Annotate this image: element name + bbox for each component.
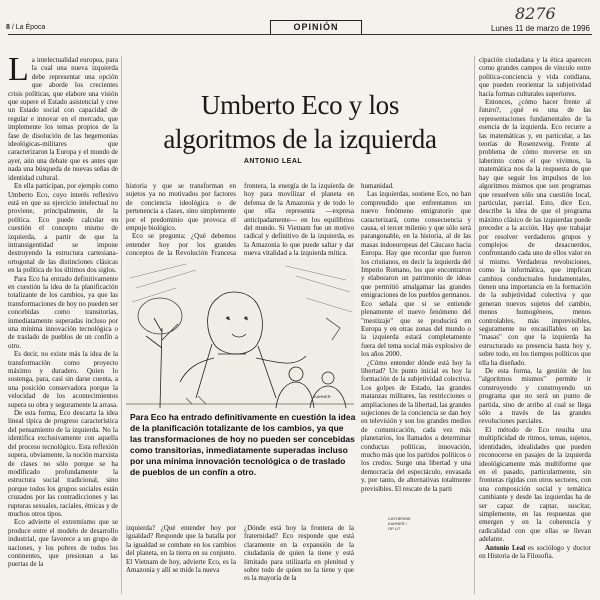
illustration-credit: CATHERINE KAHNER / OP-UT xyxy=(388,516,411,531)
page-number-value: 8 xyxy=(6,24,10,31)
paragraph: Para Eco ha entrado definitivamente en cuestión la idea de la planificación totalizante de los cambios, ya que las transformaciones de hoy no pueden ser concebidas como transitorias, inmediatamente superadas incluso por una mínima innovación tecnológica o de traslado de pueblos de un confín a otro. xyxy=(8,274,118,350)
article-column-1 xyxy=(8,51,119,594)
paragraph: En ella participan, por ejemplo como Umberto Eco, cuyo interés reflexivo está en que su ejercicio intelectual no proviene, principalmente, de la política. Eco puede calcular en cuestión el concepto mismo de izquierda, a partir de que la intransigentidad se impone destruyendo la estructura cartesiana-ortogonal de las distinciones clásicas en la política de los últimos dos siglos. xyxy=(8,182,118,275)
header-rule xyxy=(8,34,592,35)
paragraph: Entonces, ¿cómo hacer frente al futuro?, ¿qué es una de las representaciones fundamentales de la esencia de la izquierda. Eco recurre a las matemáticas y, en particular, a las teorías de Rosenzweig. Frente al problema de cómo moverse en un laberinto como el que vivimos, la matemática nos da la respuesta de que hay que seguir los impulsos de los algoritmos mismos que son programas que resuelven sólo una cuestión local, particular, parcial. Esto, dice Eco, describe la idea de que el programa máximo clásico de las izquierdas puede preceder a la acción. Hay que trabajar por resolver verdaderos grupos y complejos de desacuerdos, confrontando cada uno de ellos valor en sí mismo. Verdaderas revoluciones, como la informática, que implican cambios conductuales fundamentales, tienen una importancia en la formación de la subjetividad colectiva y que generan nuevos sujetos del cambio, menos homogéneos, menos controlables, más imprevisibles, seguramente no encasillables en las "masas" con que la izquierda ha estructurado su presencia hasta hoy y, sobre todo, en los tiempos políticos que ella ha diseñado. xyxy=(479,98,591,367)
column-rule xyxy=(121,56,122,594)
paragraph: ¿Cómo entender dónde está hoy la libertad? Un punto inicial es hoy la formación de la subjetividad colectiva. Los golpes de Estado, las grandes matanzas militares, las restricciones o ampliaciones de la libertad, las grandes sujeciones de la conciencia se dan hoy en televisión y son los grandes medios de comunicación, cada vez más planetarios, los llamados a determinar conductas políticas, innovación, mucho más que los partidos políticos o los credos. Surge una libertad y una democracia del espectáculo, envasada y, por tanto, de alternativas totalmente previsibles. El rescate de la parti xyxy=(361,358,472,493)
author-note-name: Antonio Leal xyxy=(485,543,526,552)
article-column-5 xyxy=(479,56,591,594)
illustration-signature: KAHNER xyxy=(314,394,331,399)
paragraph: cipación ciudadana y la ética aparecen como grandes campos de vínculo entre política-conciencia y vida cotidiana, que pueden reorientar la subjetividad hacia formas culturales superiores. xyxy=(479,56,591,98)
column-rule xyxy=(474,56,475,594)
page-number: 8 / La Época xyxy=(6,24,46,31)
article-column-4 xyxy=(361,182,471,594)
byline: ANTONIO LEAL xyxy=(243,158,303,165)
paragraph: Eco advierte el extremismo que se produce entre el modelo de desarrollo industrial, que favorece a un grupo de naciones, y los pobres de todos los continentes, que presionan a las puertas de la xyxy=(8,518,118,569)
section-label: OPINIÓN xyxy=(270,20,362,35)
paper-name: La Época xyxy=(15,24,46,31)
paragraph: Eco se pregunta: ¿Qué debemos entender hoy por los grandes conceptos de la Revolución Francesa xyxy=(126,232,236,258)
author-note-text: es sociólogo y doctor en Historia de la Filosofía. xyxy=(479,543,591,560)
author-note xyxy=(479,544,591,561)
headline-line-1: Umberto Eco y los xyxy=(200,90,400,120)
article-column-3 xyxy=(244,182,354,258)
paragraph xyxy=(8,51,119,182)
illustration-drawing xyxy=(126,258,354,410)
headline-line-2: algoritmos de la izquierda xyxy=(163,124,437,154)
paragraph: Las izquierdas, sostiene Eco, no han comprendido que enfrentamos un nuevo fenómeno emigratorio que caracterizará, como consecuencia y causa, el tercer milenio y que sólo será parangonable, en la historia, al de las masas indoeuropeas del Cáucaso hacia Europa. Hay que recordar que fueron los cristianos, en decir la izquierda del Imperio Romano, los que encontraron y elaboraron un patrimonio de ideas que permitió amalgamar las grandes emigraciones de los pueblos germanos. Eco señala que si se entiende plenamente el nuevo fenómeno del "mestizaje" que se producirá en Europa y en otras zonas del mundo o la izquierda estará completamente fuera del tema social más explosivo de los años 2000. xyxy=(361,190,471,359)
paragraph: frontera, la energía de la izquierda de hoy para movilizar el planeta en defensa de la Amazonia y de todo lo que ella representa —expresa anticipadamente— en los equilibrios del mundo. Si Vietnam fue un motivo radical y definitivo de la izquierda, es la Amazonia lo que puede saltar y dar nueva vitalidad a la izquierda mítica. xyxy=(244,182,354,258)
issue-date: Lunes 11 de marzo de 1996 xyxy=(490,24,590,33)
paragraph: De esta forma, la gestión de los "algoritmos mismos" permite ir construyendo y construyendo un programa que no será un punto de partida, sino de arribo al cual se llega sólo a través de las grandes revoluciones parciales. xyxy=(479,367,591,426)
article-headline xyxy=(150,88,450,156)
paragraph: humanidad. xyxy=(361,182,394,190)
article-column-3-bottom xyxy=(244,524,354,594)
paragraph: El método de Eco resulta una multiplicidad de ritmos, temas, sujetos, identidades, idealidades que pueden reconocerse en pasajes de la izquierda ideológicamente más multiforme que en el pasado, particularmente, sin fronteras rígidas con otros sectores, con una composición social y temática cambiante y desde las izquierdas ha de ser capaz de captar, suscitar, simplemente, en las respuestas que emergen y en la coherencia y radicalidad con que ellas se llevan adelante. xyxy=(479,425,591,544)
pull-quote: Para Eco ha entrado definitivamente en cuestión la idea de la planificación totalizante de los cambios, ya que las transformaciones de hoy no pueden ser concebidas como transitorias, inmediatamente superadas incluso por una mínima innovación tecnológica o de traslado de pueblos de un confín a otro. xyxy=(130,412,356,477)
paragraph: izquierda? ¿Qué entender hoy por igualdad? Responde que la batalla por la igualdad se combate en los cambios del planeta, en la tierra en su conjunto. El Vietnam de hoy, advierte Eco, es la Amazonia y allí se mide la nueva xyxy=(126,524,236,575)
paragraph: ¿Dónde está hoy la frontera de la fraternidad? Eco responde que está claramente en la expansión de la ciudadanía de quien la tiene y está limitado para utilizarla en plenitud y sobre todo de quien no la tiene y que es la mayoría de la xyxy=(244,524,354,583)
article-column-2 xyxy=(126,182,236,258)
paragraph: Es decir, no existe más la idea de la transformación como proyecto máximo y duradero. Quien lo sostenga, para, casi sin darse cuenta, a una posición conservadora porque la velocidad de los acontecimientos supera su obra y seguramente la arrasa. xyxy=(8,350,118,409)
article-column-2-bottom xyxy=(126,524,236,594)
paragraph: De esta forma, Eco descarta la idea lineal típica de progreso característica del pensamiento de la izquierda. No la identifica exclusivamente con aquella del proceso tecnológico. Esta reflexión supera, obviamente, la noción marxista de clases no sólo porque se ha modificado profundamente la estructura social tradicional, sino porque todos los grupos sociales están cruzados por las contradicciones y las rupturas sexuales, raciales, étnicas y de muchos otros tipos. xyxy=(8,409,118,518)
paragraph-text: a intelectualidad europea, para la cual una nueva izquierda debe representar una opción que aborde los crecientes crisis políticas, que elabore una visión que supere el Estado asistencial y cree un Estado social con capacidad de regular e innovar en el mercado, que implemente los temas propios de la fase de disolución de las hegemonías ideológicas-militares que caracterizaron la Europa y el mundo de ayer, aún una debate que es antes que nada una búsqueda de nuevas señas de identidad cultural. xyxy=(8,56,119,182)
handwritten-archive-number: 8276 xyxy=(515,4,556,23)
drop-cap: L xyxy=(8,51,29,88)
paragraph: historia y que se transforman en sujetos ya no motivados por factores de conciencia ideológica o de pertenencia a clases, sino simplemente por el predominio que provoca el empuje biológico. xyxy=(126,182,236,233)
